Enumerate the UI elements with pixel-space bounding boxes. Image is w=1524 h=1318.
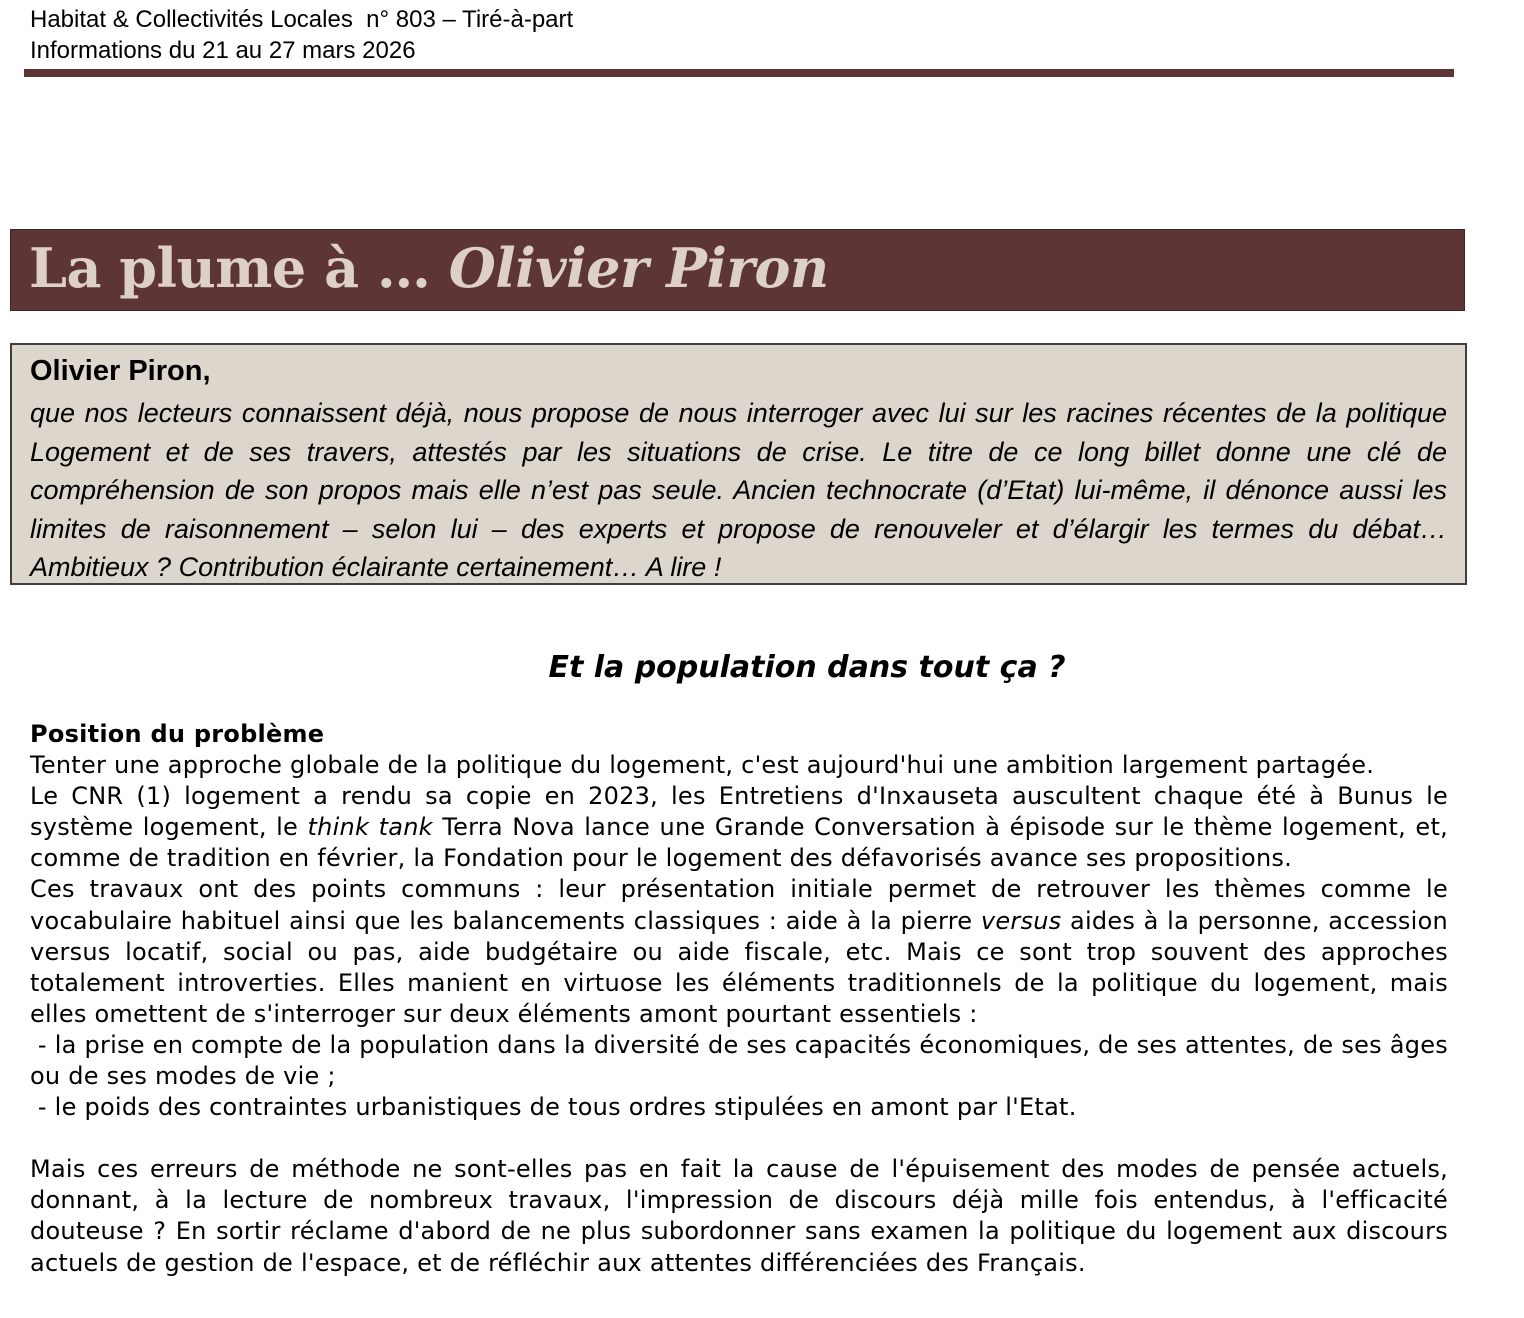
- paragraph-2: [30, 781, 1448, 874]
- paragraph-2-part-a: Le CNR (1) logement a rendu sa copie en 2023, les Entretiens d'Inxauseta auscultent chaque été à Bunus le système logement, le: [30, 782, 1448, 842]
- article-subtitle: Et la population dans tout ça ?: [548, 650, 1066, 685]
- page-header: [30, 4, 573, 66]
- bullet-1: - la prise en compte de la population dans la diversité de ses capacités économiques, de ses attentes, de ses âges ou de ses modes de vie ;: [30, 1030, 1456, 1091]
- header-divider: [24, 69, 1454, 77]
- paragraph-4: Mais ces erreurs de méthode ne sont-elles pas en fait la cause de l'épuisement des modes de pensée actuels, donnant, à la lecture de nombreux travaux, l'impression de discours déjà mille fois entendus, à l'efficacité douteuse ? En sortir réclame d'abord de ne plus subordonner sans examen la politique du logement aux discours actuels de gestion de l'espace, et de réfléchir aux attentes différenciées des Français.: [30, 1155, 1448, 1277]
- publication-line: Habitat & Collectivités Locales n° 803 – Tiré-à-part: [30, 6, 574, 33]
- intro-text: que nos lecteurs connaissent déjà, nous propose de nous interroger avec lui sur les racines récentes de la politique Logement et de ses travers, attestés par les situations de crise. Le titre de ce long billet donne une clé de compréhension de son propos mais elle n’est pas seule. Ancien technocrate (d’Etat) lui-même, il dénonce aussi les limites de raisonnement – selon lui – des experts et propose de renouveler et d’élargir les termes du débat… Ambitieux ? Contribution éclairante certainement… A lire !: [30, 398, 1447, 582]
- paragraph-gap: [30, 1123, 1448, 1154]
- section-title: Position du problème: [30, 720, 325, 748]
- paragraph-1: Tenter une approche globale de la politique du logement, c'est aujourd'hui une ambition largement partagée.: [30, 751, 1375, 780]
- paragraph-3-emphasis: versus: [980, 906, 1062, 935]
- paragraph-3: [30, 874, 1448, 1029]
- paragraph-3-part-a: Ces travaux ont des points communs : leur présentation initiale permet de retrouver les thèmes comme le vocabulaire habituel ainsi que les balancements classiques : aide à la pierre: [30, 875, 1448, 935]
- paragraph-2-emphasis: think tank: [307, 813, 433, 842]
- paragraph-3-part-b: aides à la personne, accession versus locatif, social ou pas, aide budgétaire ou aide fiscale, etc. Mais ce sont trop souvent des approches totalement introverties. Elles manient en virtuose les éléments traditionnels de la politique du logement, mais elles omettent de s'interroger sur deux éléments amont pourtant essentiels :: [30, 906, 1448, 1028]
- bullet-2: - le poids des contraintes urbanistiques de tous ordres stipulées en amont par l'Etat.: [30, 1093, 1077, 1122]
- intro-box: [10, 343, 1467, 585]
- paragraph-2-part-b: Terra Nova lance une Grande Conversation à épisode sur le thème logement, et, comme de tradition en février, la Fondation pour le logement des défavorisés avance ses propositions.: [30, 813, 1448, 873]
- title-author: Olivier Piron: [448, 236, 829, 300]
- title-prefix: La plume à …: [29, 236, 449, 300]
- dates-line: Informations du 21 au 27 mars 2026: [30, 37, 416, 64]
- page-title: [29, 236, 829, 300]
- intro-author-name: Olivier Piron,: [30, 355, 211, 387]
- article-body: [30, 719, 1456, 1279]
- title-banner: [10, 229, 1465, 311]
